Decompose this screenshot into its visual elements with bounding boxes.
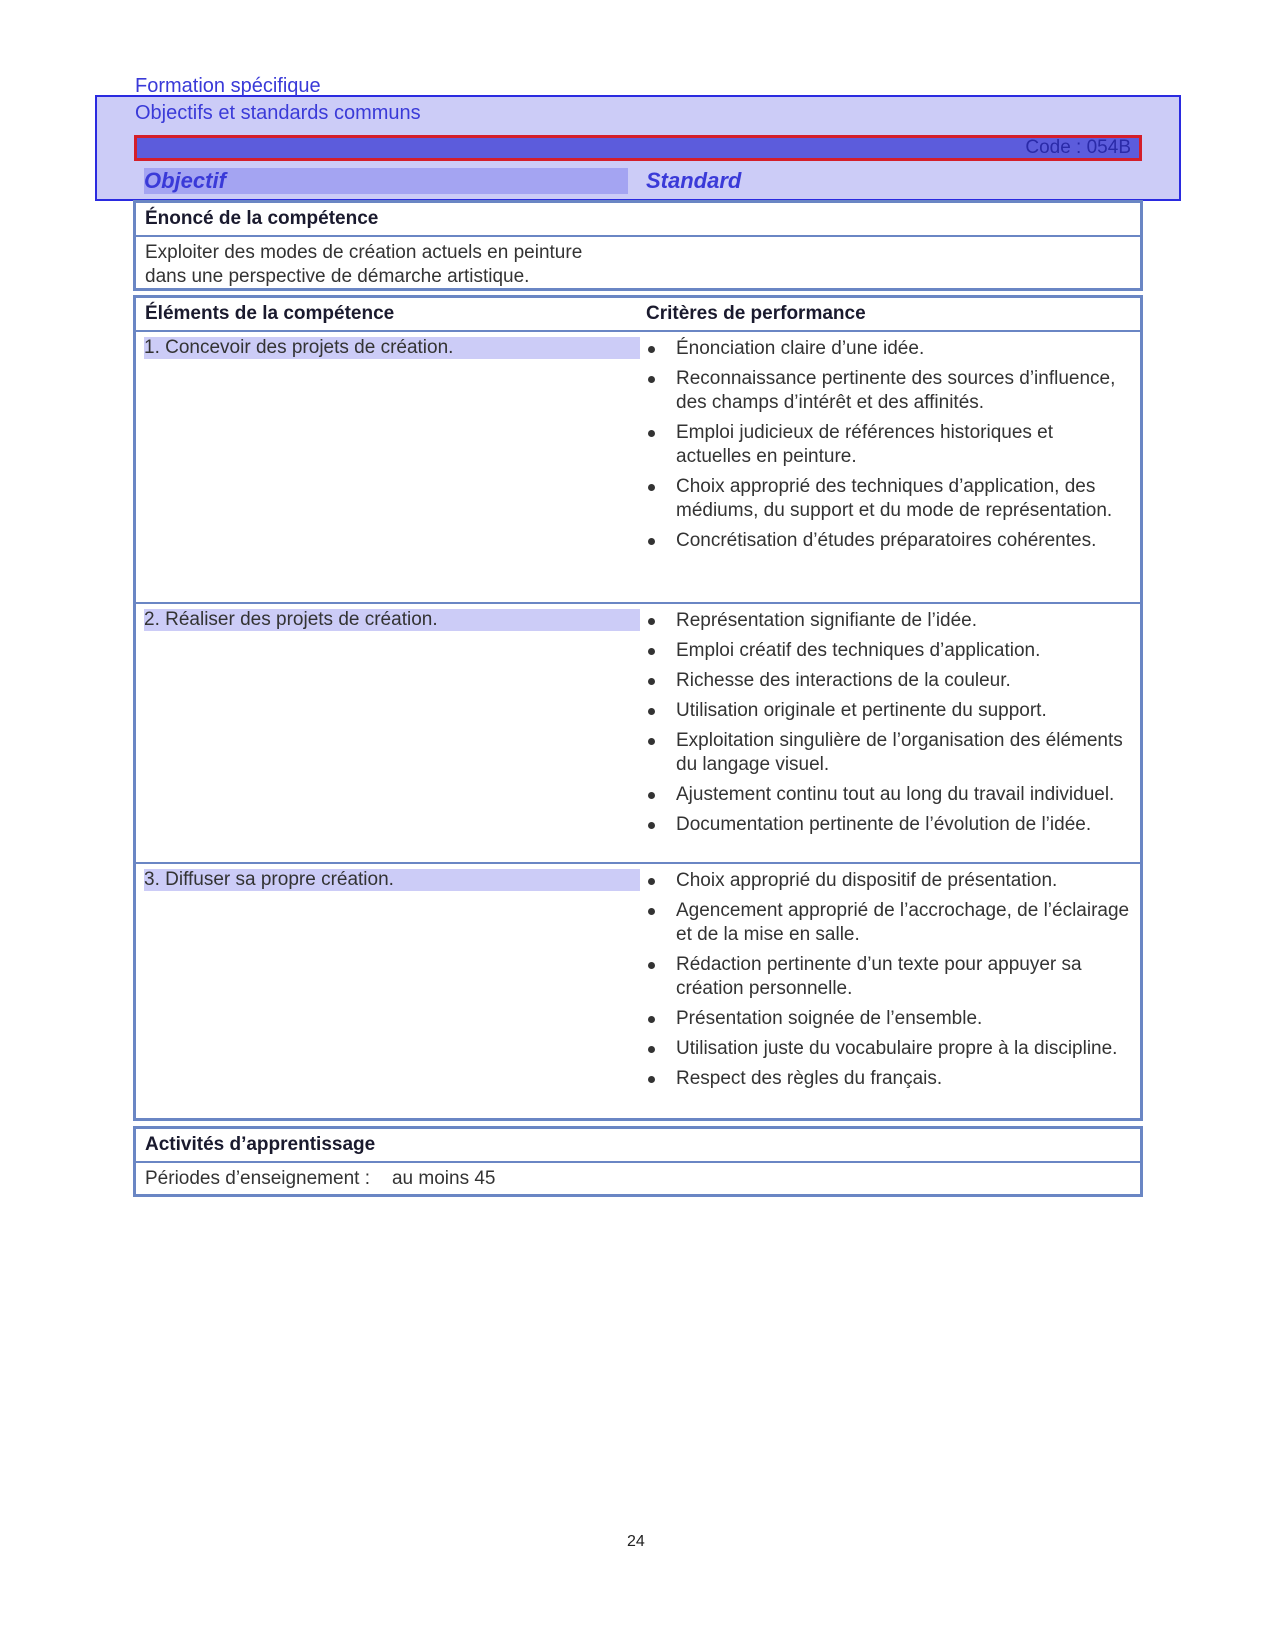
bullet-icon — [648, 738, 655, 745]
activites-title: Activités d’apprentissage — [145, 1134, 376, 1155]
bullet-icon — [648, 484, 655, 491]
criterion-text: Emploi judicieux de références historiques et actuelles en peinture. — [676, 422, 1054, 467]
criterion-item — [646, 337, 1132, 361]
enonce-line-2: dans une perspective de démarche artistique. — [145, 266, 530, 287]
criterion-item — [646, 529, 1132, 553]
criterion-item — [646, 729, 1132, 777]
enonce-line-1: Exploiter des modes de création actuels en peinture — [145, 242, 583, 263]
criterion-text: Présentation soignée de l’ensemble. — [676, 1008, 983, 1029]
enonce-header — [136, 203, 1140, 237]
column-title-standard: Standard — [646, 168, 742, 193]
bullet-icon — [648, 1046, 655, 1053]
column-title-objectif: Objectif — [144, 168, 628, 194]
enonce-box — [133, 200, 1143, 291]
bullet-icon — [648, 822, 655, 829]
criterion-text: Représentation signifiante de l’idée. — [676, 610, 978, 631]
criterion-text: Reconnaissance pertinente des sources d’influence, des champs d’intérêt et des affinités. — [676, 368, 1116, 413]
bullet-icon — [648, 792, 655, 799]
criterion-text: Emploi créatif des techniques d’application. — [676, 640, 1041, 661]
criterion-text: Documentation pertinente de l’évolution de l’idée. — [676, 814, 1092, 835]
criterion-item — [646, 813, 1132, 837]
bullet-icon — [648, 618, 655, 625]
criterion-item — [646, 699, 1132, 723]
criterion-text: Richesse des interactions de la couleur. — [676, 670, 1011, 691]
criterion-text: Rédaction pertinente d’un texte pour appuyer sa création personnelle. — [676, 954, 1082, 999]
criterion-item — [646, 367, 1132, 415]
criteria-list — [646, 337, 1132, 559]
activites-box — [133, 1126, 1143, 1197]
elements-box — [133, 295, 1143, 1121]
bullet-icon — [648, 908, 655, 915]
criterion-text: Utilisation juste du vocabulaire propre à la discipline. — [676, 1038, 1118, 1059]
criterion-text: Utilisation originale et pertinente du support. — [676, 700, 1047, 721]
criterion-text: Énonciation claire d’une idée. — [676, 338, 925, 359]
section-objectifs: Objectifs et standards communs — [135, 102, 421, 124]
bullet-icon — [648, 648, 655, 655]
criterion-item — [646, 669, 1132, 693]
criterion-text: Concrétisation d’études préparatoires cohérentes. — [676, 530, 1097, 551]
criteria-list — [646, 869, 1132, 1097]
criterion-item — [646, 1007, 1132, 1031]
competence-row-1 — [136, 332, 1140, 604]
competence-element: 2. Réaliser des projets de création. — [144, 609, 640, 631]
criteria-list — [646, 609, 1132, 843]
enonce-title: Énoncé de la compétence — [145, 208, 379, 229]
competence-element: 1. Concevoir des projets de création. — [144, 337, 640, 359]
criterion-item — [646, 421, 1132, 469]
section-formation: Formation spécifique — [135, 75, 321, 97]
periodes-label: Périodes d’enseignement : — [145, 1168, 370, 1189]
criterion-item — [646, 1037, 1132, 1061]
criterion-text: Agencement approprié de l’accrochage, de l’éclairage et de la mise en salle. — [676, 900, 1130, 945]
bullet-icon — [648, 678, 655, 685]
page-number: 24 — [627, 1533, 645, 1550]
criterion-item — [646, 899, 1132, 947]
criterion-item — [646, 953, 1132, 1001]
bullet-icon — [648, 1076, 655, 1083]
criterion-text: Respect des règles du français. — [676, 1068, 943, 1089]
bullet-icon — [648, 878, 655, 885]
elements-header — [136, 298, 1140, 332]
periodes-value: au moins 45 — [391, 1168, 496, 1189]
criterion-text: Choix approprié des techniques d’application, des médiums, du support et du mode de représentation. — [676, 476, 1113, 521]
bullet-icon — [648, 376, 655, 383]
periodes-line — [145, 1167, 496, 1191]
bullet-icon — [648, 538, 655, 545]
criterion-item — [646, 475, 1132, 523]
criterion-item — [646, 609, 1132, 633]
elements-title: Éléments de la compétence — [145, 303, 395, 324]
code-bar — [134, 135, 1142, 161]
competence-row-3 — [136, 864, 1140, 1118]
criterion-text: Choix approprié du dispositif de présentation. — [676, 870, 1058, 891]
bullet-icon — [648, 1016, 655, 1023]
competence-row-2 — [136, 604, 1140, 864]
criterion-text: Exploitation singulière de l’organisation des éléments du langage visuel. — [676, 730, 1123, 775]
bullet-icon — [648, 962, 655, 969]
bullet-icon — [648, 708, 655, 715]
activites-header — [136, 1129, 1140, 1163]
criteria-title: Critères de performance — [646, 303, 866, 324]
bullet-icon — [648, 430, 655, 437]
competence-element: 3. Diffuser sa propre création. — [144, 869, 640, 891]
program-code: Code : 054B — [1025, 137, 1131, 158]
bullet-icon — [648, 346, 655, 353]
criterion-text: Ajustement continu tout au long du travail individuel. — [676, 784, 1115, 805]
criterion-item — [646, 783, 1132, 807]
criterion-item — [646, 1067, 1132, 1091]
criterion-item — [646, 639, 1132, 663]
enonce-text — [145, 241, 582, 289]
criterion-item — [646, 869, 1132, 893]
